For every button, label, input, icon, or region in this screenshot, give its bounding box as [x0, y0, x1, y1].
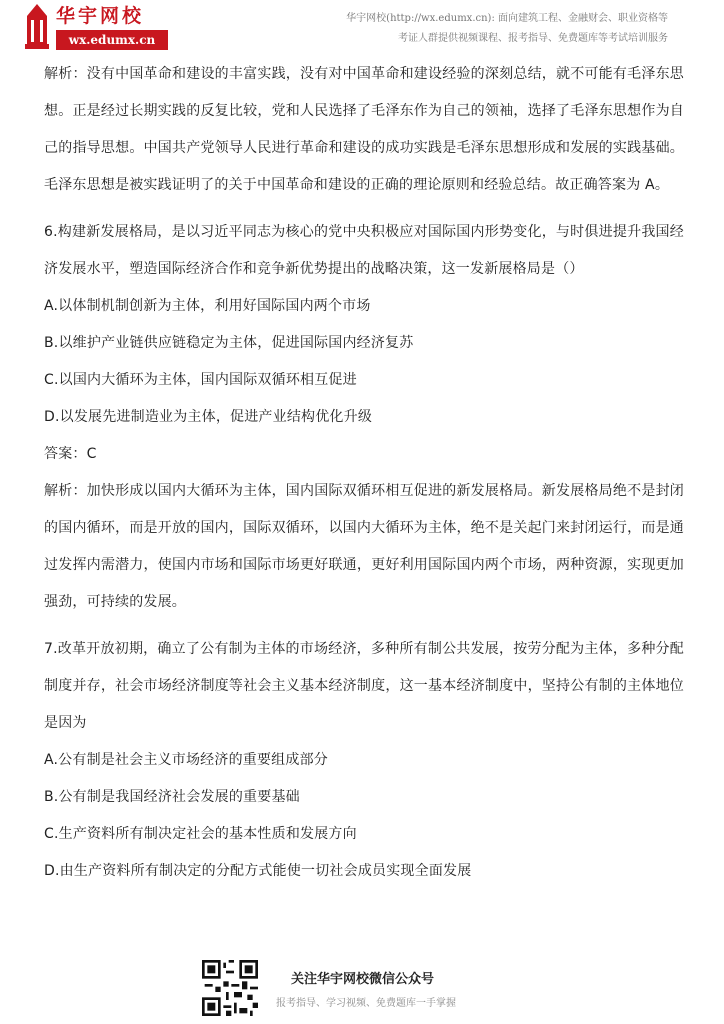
footer-subtitle: 报考指导、学习视频、免费题库一手掌握	[276, 998, 456, 1009]
qr-code-icon[interactable]	[202, 960, 258, 1016]
q7-option-b: B.公有制是我国经济社会发展的重要基础	[44, 789, 300, 805]
logo[interactable]	[20, 4, 170, 50]
q7-option-d: D.由生产资料所有制决定的分配方式能使一切社会成员实现全面发展	[44, 863, 472, 879]
document-body	[44, 56, 684, 890]
logo-url: wx.edumx.cn	[56, 30, 168, 50]
q6-answer: 答案：C	[44, 446, 97, 462]
q7-option-a: A.公有制是社会主义市场经济的重要组成部分	[44, 752, 328, 768]
q6-option-b: B.以维护产业链供应链稳定为主体，促进国际国内经济复苏	[44, 335, 414, 351]
q6-option-c: C.以国内大循环为主体，国内国际双循环相互促进	[44, 372, 357, 388]
q5-analysis: 解析：没有中国革命和建设的丰富实践，没有对中国革命和建设经验的深刻总结，就不可能有毛泽东思想。正是经过长期实践的反复比较，党和人民选择了毛泽东作为自己的领袖，选择了毛泽东思想作为自己的指导思想。中国共产党领导人民进行革命和建设的成功实践是毛泽东思想形成和发展的实践基础。毛泽东思想是被实践证明了的关于中国革命和建设的正确的理论原则和经验总结。故正确答案为 A。	[44, 66, 684, 193]
logo-brand-name: 华宇网校	[56, 5, 145, 27]
q6-option-d: D.以发展先进制造业为主体，促进产业结构优化升级	[44, 409, 373, 425]
page-footer	[0, 954, 724, 1024]
q7-option-c: C.生产资料所有制决定社会的基本性质和发展方向	[44, 826, 357, 842]
q6-analysis: 解析：加快形成以国内大循环为主体，国内国际双循环相互促进的新发展格局。新发展格局绝不是封闭的国内循环，而是开放的国内，国际双循环，以国内大循环为主体，绝不是关起门来封闭运行，而是通过发挥内需潜力，使国内市场和国际市场更好联通，更好利用国际国内两个市场，两种资源，实现更加强劲，可持续的发展。	[44, 483, 684, 610]
header-tagline-1: 华宇网校(http://wx.edumx.cn): 面向建筑工程、金融财会、职业资格等	[346, 13, 668, 24]
footer-title: 关注华宇网校微信公众号	[291, 972, 435, 987]
q6-option-a: A.以体制机制创新为主体，利用好国际国内两个市场	[44, 298, 371, 314]
header-tagline-2: 考证人群提供视频课程、报考指导、免费题库等考试培训服务	[398, 33, 668, 44]
q7-stem: 7.改革开放初期，确立了公有制为主体的市场经济，多种所有制公共发展，按劳分配为主体，多种分配制度并存，社会市场经济制度等社会主义基本经济制度，这一基本经济制度中，坚持公有制的主体地位是因为	[44, 641, 684, 731]
q6-stem: 6.构建新发展格局，是以习近平同志为核心的党中央积极应对国际国内形势变化，与时俱进提升我国经济发展水平，塑造国际经济合作和竞争新优势提出的战略决策，这一发新展格局是（）	[44, 224, 684, 277]
pencil-logo-icon	[20, 4, 54, 50]
page-header	[0, 0, 724, 52]
